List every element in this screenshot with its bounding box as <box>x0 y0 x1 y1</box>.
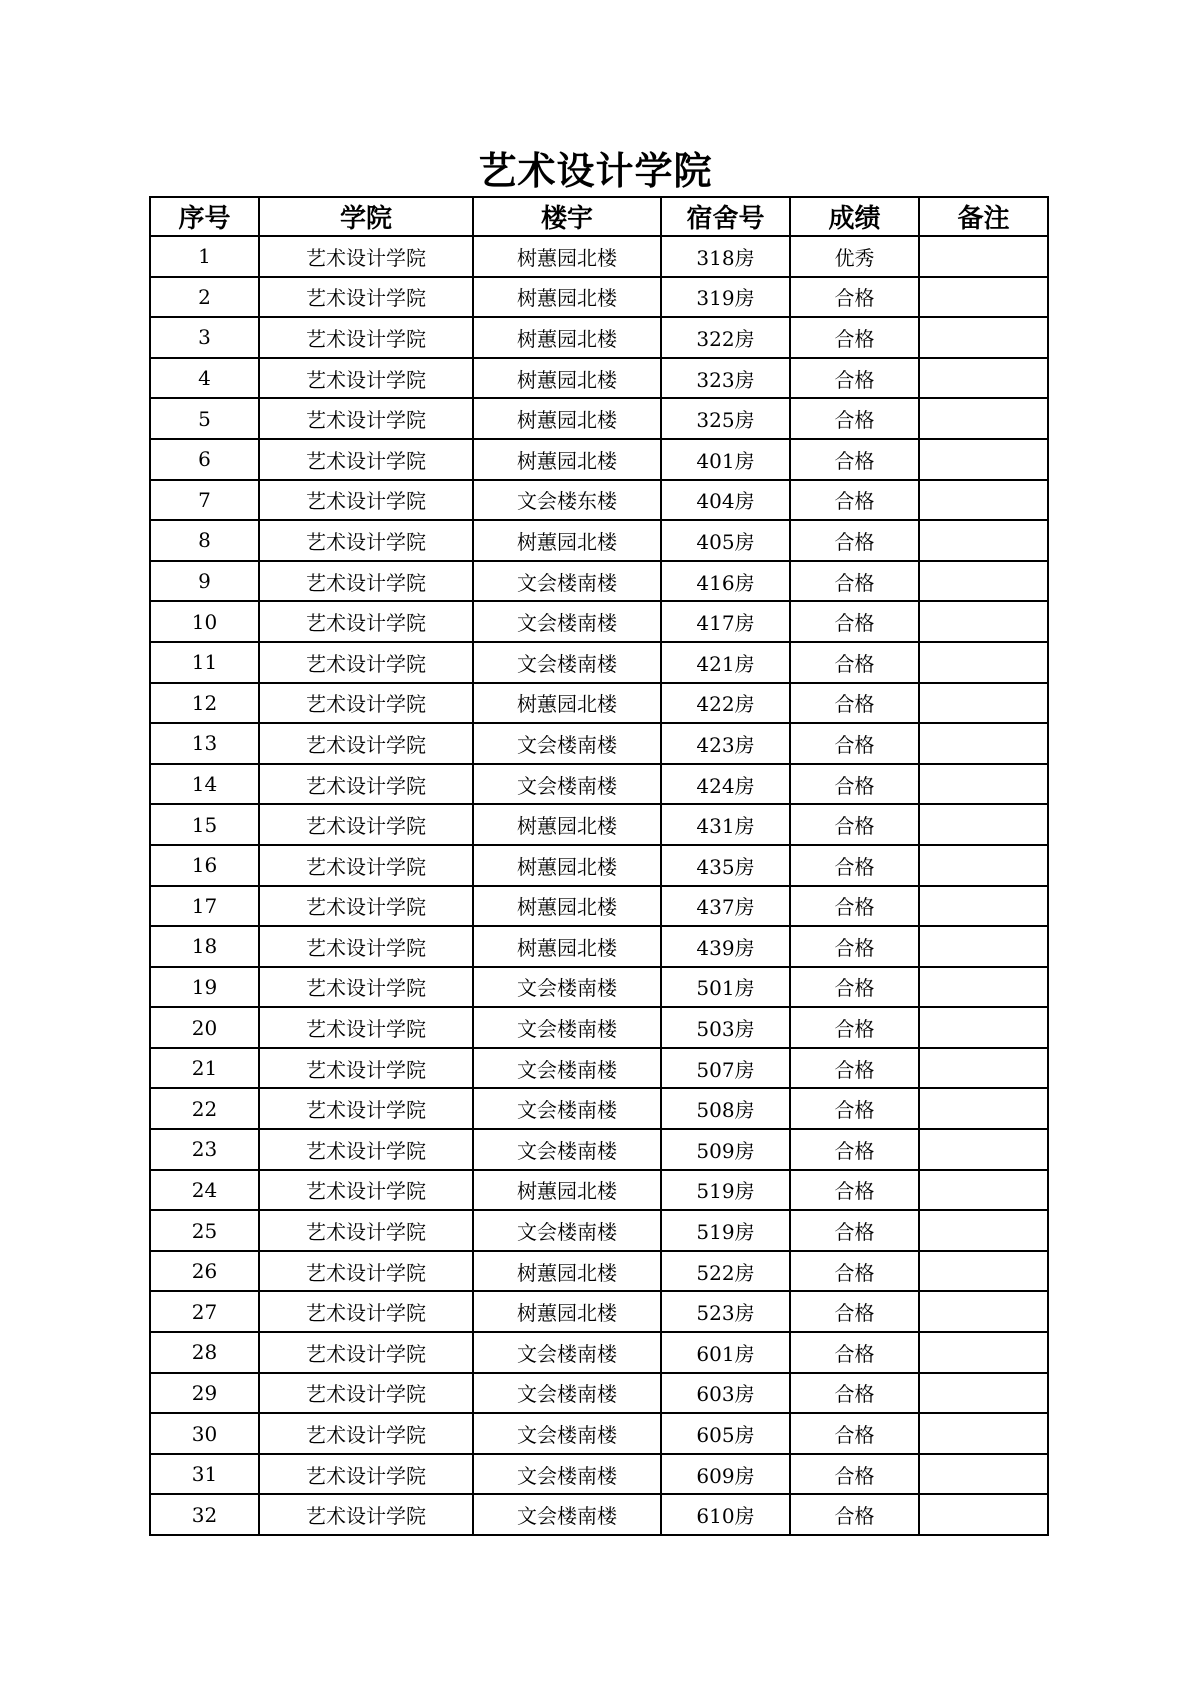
cell-building: 文会楼南楼 <box>473 1007 661 1048</box>
cell-no: 1 <box>150 236 259 277</box>
cell-building: 树蕙园北楼 <box>473 1291 661 1332</box>
cell-grade: 合格 <box>790 561 919 602</box>
table-row <box>150 277 1048 318</box>
cell-building: 树蕙园北楼 <box>473 439 661 480</box>
cell-college: 艺术设计学院 <box>259 1332 473 1373</box>
column-header-no: 序号 <box>150 197 259 236</box>
cell-college: 艺术设计学院 <box>259 886 473 927</box>
cell-college: 艺术设计学院 <box>259 1291 473 1332</box>
cell-grade: 合格 <box>790 480 919 521</box>
cell-grade: 合格 <box>790 1129 919 1170</box>
cell-grade: 合格 <box>790 398 919 439</box>
cell-college: 艺术设计学院 <box>259 1210 473 1251</box>
cell-room: 416房 <box>661 561 790 602</box>
cell-no: 31 <box>150 1454 259 1495</box>
cell-grade: 合格 <box>790 642 919 683</box>
cell-grade: 合格 <box>790 1048 919 1089</box>
cell-no: 4 <box>150 358 259 399</box>
cell-note <box>919 520 1048 561</box>
cell-no: 14 <box>150 764 259 805</box>
cell-room: 424房 <box>661 764 790 805</box>
cell-grade: 合格 <box>790 277 919 318</box>
cell-building: 树蕙园北楼 <box>473 886 661 927</box>
cell-note <box>919 1210 1048 1251</box>
cell-note <box>919 642 1048 683</box>
cell-note <box>919 439 1048 480</box>
cell-room: 523房 <box>661 1291 790 1332</box>
cell-room: 319房 <box>661 277 790 318</box>
cell-no: 11 <box>150 642 259 683</box>
cell-college: 艺术设计学院 <box>259 1007 473 1048</box>
cell-building: 树蕙园北楼 <box>473 358 661 399</box>
cell-college: 艺术设计学院 <box>259 520 473 561</box>
cell-grade: 合格 <box>790 967 919 1008</box>
cell-building: 文会楼南楼 <box>473 1454 661 1495</box>
cell-building: 文会楼南楼 <box>473 764 661 805</box>
table-row <box>150 1454 1048 1495</box>
cell-room: 503房 <box>661 1007 790 1048</box>
cell-no: 22 <box>150 1088 259 1129</box>
cell-note <box>919 561 1048 602</box>
cell-grade: 合格 <box>790 1088 919 1129</box>
cell-college: 艺术设计学院 <box>259 845 473 886</box>
cell-note <box>919 480 1048 521</box>
cell-grade: 合格 <box>790 1251 919 1292</box>
cell-note <box>919 1413 1048 1454</box>
cell-room: 322房 <box>661 317 790 358</box>
cell-grade: 合格 <box>790 1007 919 1048</box>
cell-note <box>919 1170 1048 1211</box>
cell-no: 8 <box>150 520 259 561</box>
cell-room: 609房 <box>661 1454 790 1495</box>
cell-no: 30 <box>150 1413 259 1454</box>
cell-room: 507房 <box>661 1048 790 1089</box>
cell-note <box>919 764 1048 805</box>
dorm-table <box>149 196 1049 1536</box>
cell-building: 文会楼南楼 <box>473 1048 661 1089</box>
table-row <box>150 1332 1048 1373</box>
cell-no: 21 <box>150 1048 259 1089</box>
cell-note <box>919 601 1048 642</box>
cell-college: 艺术设计学院 <box>259 1088 473 1129</box>
cell-room: 325房 <box>661 398 790 439</box>
cell-note <box>919 804 1048 845</box>
column-header-room: 宿舍号 <box>661 197 790 236</box>
table-row <box>150 398 1048 439</box>
cell-note <box>919 317 1048 358</box>
cell-college: 艺术设计学院 <box>259 236 473 277</box>
table-row <box>150 845 1048 886</box>
table-row <box>150 967 1048 1008</box>
cell-building: 树蕙园北楼 <box>473 398 661 439</box>
cell-note <box>919 358 1048 399</box>
cell-room: 601房 <box>661 1332 790 1373</box>
page-title: 艺术设计学院 <box>478 149 713 193</box>
cell-room: 431房 <box>661 804 790 845</box>
cell-college: 艺术设计学院 <box>259 1048 473 1089</box>
cell-room: 437房 <box>661 886 790 927</box>
cell-grade: 合格 <box>790 520 919 561</box>
cell-note <box>919 277 1048 318</box>
cell-grade: 合格 <box>790 723 919 764</box>
table-row <box>150 1129 1048 1170</box>
cell-room: 509房 <box>661 1129 790 1170</box>
cell-building: 文会楼南楼 <box>473 1413 661 1454</box>
cell-building: 文会楼南楼 <box>473 967 661 1008</box>
cell-grade: 合格 <box>790 317 919 358</box>
cell-note <box>919 236 1048 277</box>
cell-building: 文会楼东楼 <box>473 480 661 521</box>
cell-college: 艺术设计学院 <box>259 804 473 845</box>
cell-grade: 合格 <box>790 1170 919 1211</box>
cell-room: 508房 <box>661 1088 790 1129</box>
cell-grade: 合格 <box>790 1454 919 1495</box>
cell-college: 艺术设计学院 <box>259 1494 473 1535</box>
cell-room: 610房 <box>661 1494 790 1535</box>
table-row <box>150 764 1048 805</box>
cell-room: 435房 <box>661 845 790 886</box>
cell-room: 603房 <box>661 1373 790 1414</box>
cell-room: 422房 <box>661 683 790 724</box>
cell-room: 501房 <box>661 967 790 1008</box>
cell-building: 树蕙园北楼 <box>473 804 661 845</box>
cell-no: 7 <box>150 480 259 521</box>
cell-note <box>919 1332 1048 1373</box>
cell-college: 艺术设计学院 <box>259 398 473 439</box>
cell-no: 10 <box>150 601 259 642</box>
cell-grade: 合格 <box>790 764 919 805</box>
table-row <box>150 1373 1048 1414</box>
cell-no: 32 <box>150 1494 259 1535</box>
cell-note <box>919 1088 1048 1129</box>
column-header-grade: 成绩 <box>790 197 919 236</box>
cell-no: 5 <box>150 398 259 439</box>
cell-grade: 合格 <box>790 1373 919 1414</box>
table-row <box>150 1251 1048 1292</box>
table-row <box>150 683 1048 724</box>
column-header-college: 学院 <box>259 197 473 236</box>
cell-room: 605房 <box>661 1413 790 1454</box>
cell-no: 28 <box>150 1332 259 1373</box>
table-row <box>150 439 1048 480</box>
cell-college: 艺术设计学院 <box>259 561 473 602</box>
cell-building: 树蕙园北楼 <box>473 683 661 724</box>
cell-building: 树蕙园北楼 <box>473 845 661 886</box>
table-row <box>150 1413 1048 1454</box>
table-row <box>150 926 1048 967</box>
cell-note <box>919 1048 1048 1089</box>
cell-college: 艺术设计学院 <box>259 601 473 642</box>
cell-college: 艺术设计学院 <box>259 683 473 724</box>
table-row <box>150 1170 1048 1211</box>
cell-note <box>919 1454 1048 1495</box>
cell-building: 树蕙园北楼 <box>473 1170 661 1211</box>
cell-building: 文会楼南楼 <box>473 1494 661 1535</box>
table-header-row <box>150 197 1048 236</box>
cell-building: 树蕙园北楼 <box>473 1251 661 1292</box>
cell-college: 艺术设计学院 <box>259 358 473 399</box>
cell-grade: 合格 <box>790 1210 919 1251</box>
cell-college: 艺术设计学院 <box>259 480 473 521</box>
cell-college: 艺术设计学院 <box>259 317 473 358</box>
table-row <box>150 1291 1048 1332</box>
table-row <box>150 804 1048 845</box>
cell-building: 文会楼南楼 <box>473 1373 661 1414</box>
cell-college: 艺术设计学院 <box>259 642 473 683</box>
cell-grade: 合格 <box>790 601 919 642</box>
table-row <box>150 236 1048 277</box>
cell-grade: 合格 <box>790 926 919 967</box>
cell-no: 17 <box>150 886 259 927</box>
cell-note <box>919 845 1048 886</box>
cell-no: 26 <box>150 1251 259 1292</box>
cell-building: 文会楼南楼 <box>473 723 661 764</box>
cell-college: 艺术设计学院 <box>259 1454 473 1495</box>
cell-no: 13 <box>150 723 259 764</box>
cell-note <box>919 1129 1048 1170</box>
cell-no: 25 <box>150 1210 259 1251</box>
table-row <box>150 1007 1048 1048</box>
cell-room: 519房 <box>661 1170 790 1211</box>
cell-grade: 优秀 <box>790 236 919 277</box>
cell-note <box>919 683 1048 724</box>
cell-college: 艺术设计学院 <box>259 926 473 967</box>
cell-building: 树蕙园北楼 <box>473 317 661 358</box>
table-row <box>150 480 1048 521</box>
table-row <box>150 601 1048 642</box>
cell-college: 艺术设计学院 <box>259 764 473 805</box>
cell-building: 文会楼南楼 <box>473 642 661 683</box>
cell-building: 文会楼南楼 <box>473 1088 661 1129</box>
cell-grade: 合格 <box>790 358 919 399</box>
cell-note <box>919 1373 1048 1414</box>
cell-room: 405房 <box>661 520 790 561</box>
cell-room: 519房 <box>661 1210 790 1251</box>
cell-note <box>919 926 1048 967</box>
cell-building: 树蕙园北楼 <box>473 520 661 561</box>
table-row <box>150 520 1048 561</box>
cell-note <box>919 886 1048 927</box>
cell-building: 文会楼南楼 <box>473 1332 661 1373</box>
cell-college: 艺术设计学院 <box>259 1251 473 1292</box>
cell-grade: 合格 <box>790 1494 919 1535</box>
cell-note <box>919 1494 1048 1535</box>
cell-note <box>919 1007 1048 1048</box>
cell-no: 24 <box>150 1170 259 1211</box>
cell-note <box>919 723 1048 764</box>
cell-no: 23 <box>150 1129 259 1170</box>
table-row <box>150 642 1048 683</box>
cell-no: 20 <box>150 1007 259 1048</box>
cell-building: 文会楼南楼 <box>473 1129 661 1170</box>
cell-grade: 合格 <box>790 1332 919 1373</box>
column-header-building: 楼宇 <box>473 197 661 236</box>
cell-no: 12 <box>150 683 259 724</box>
cell-building: 树蕙园北楼 <box>473 236 661 277</box>
cell-no: 27 <box>150 1291 259 1332</box>
table-row <box>150 358 1048 399</box>
cell-college: 艺术设计学院 <box>259 1129 473 1170</box>
cell-room: 323房 <box>661 358 790 399</box>
cell-building: 树蕙园北楼 <box>473 277 661 318</box>
cell-college: 艺术设计学院 <box>259 439 473 480</box>
cell-room: 522房 <box>661 1251 790 1292</box>
cell-college: 艺术设计学院 <box>259 967 473 1008</box>
cell-no: 15 <box>150 804 259 845</box>
table-body <box>150 236 1048 1535</box>
cell-no: 19 <box>150 967 259 1008</box>
cell-college: 艺术设计学院 <box>259 1373 473 1414</box>
cell-grade: 合格 <box>790 683 919 724</box>
cell-building: 文会楼南楼 <box>473 1210 661 1251</box>
cell-room: 439房 <box>661 926 790 967</box>
cell-note <box>919 1251 1048 1292</box>
cell-room: 318房 <box>661 236 790 277</box>
cell-college: 艺术设计学院 <box>259 1413 473 1454</box>
table-row <box>150 1494 1048 1535</box>
cell-room: 404房 <box>661 480 790 521</box>
cell-building: 文会楼南楼 <box>473 601 661 642</box>
cell-no: 18 <box>150 926 259 967</box>
cell-grade: 合格 <box>790 804 919 845</box>
cell-no: 29 <box>150 1373 259 1414</box>
cell-no: 3 <box>150 317 259 358</box>
cell-college: 艺术设计学院 <box>259 277 473 318</box>
cell-room: 401房 <box>661 439 790 480</box>
cell-no: 9 <box>150 561 259 602</box>
cell-college: 艺术设计学院 <box>259 723 473 764</box>
cell-room: 423房 <box>661 723 790 764</box>
cell-college: 艺术设计学院 <box>259 1170 473 1211</box>
cell-note <box>919 398 1048 439</box>
cell-room: 421房 <box>661 642 790 683</box>
table-row <box>150 886 1048 927</box>
table-row <box>150 561 1048 602</box>
cell-no: 16 <box>150 845 259 886</box>
table-row <box>150 1048 1048 1089</box>
cell-grade: 合格 <box>790 886 919 927</box>
table-row <box>150 317 1048 358</box>
table-row <box>150 1088 1048 1129</box>
cell-no: 2 <box>150 277 259 318</box>
cell-grade: 合格 <box>790 1413 919 1454</box>
column-header-note: 备注 <box>919 197 1048 236</box>
cell-grade: 合格 <box>790 439 919 480</box>
table-row <box>150 1210 1048 1251</box>
cell-note <box>919 967 1048 1008</box>
cell-note <box>919 1291 1048 1332</box>
cell-building: 文会楼南楼 <box>473 561 661 602</box>
cell-room: 417房 <box>661 601 790 642</box>
table-row <box>150 723 1048 764</box>
cell-no: 6 <box>150 439 259 480</box>
cell-grade: 合格 <box>790 845 919 886</box>
cell-grade: 合格 <box>790 1291 919 1332</box>
cell-building: 树蕙园北楼 <box>473 926 661 967</box>
